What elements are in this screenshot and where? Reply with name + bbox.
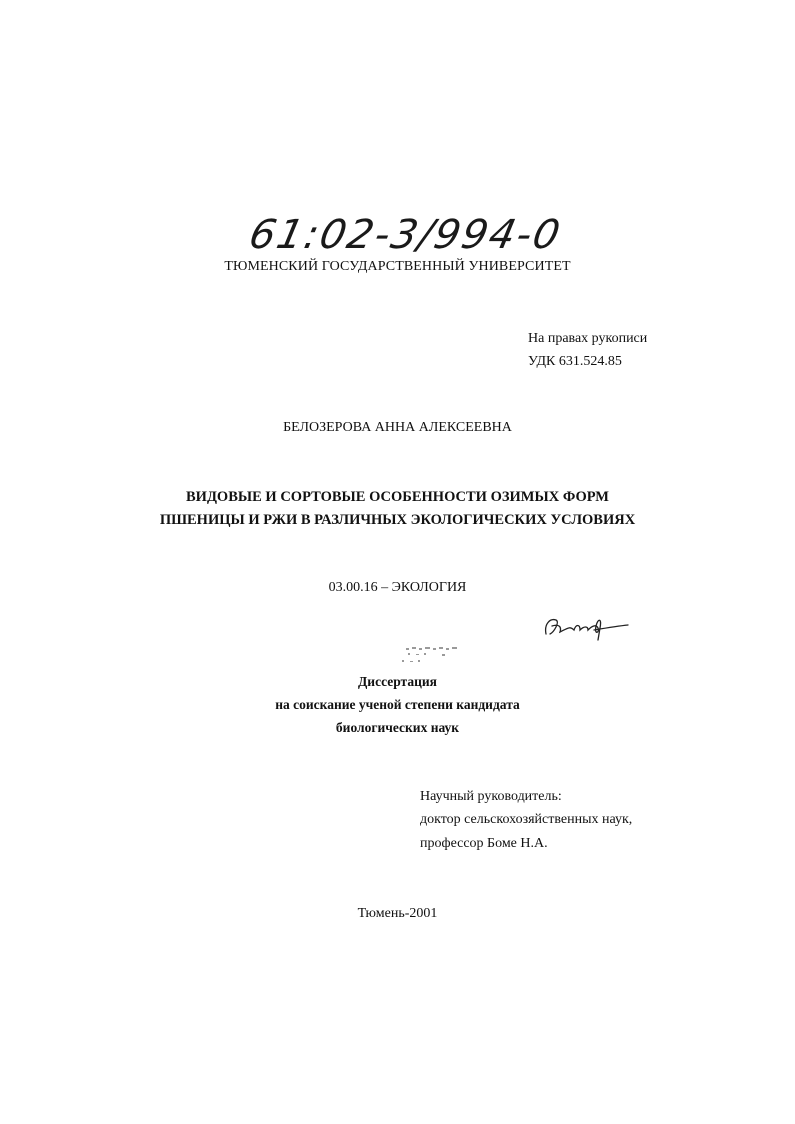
university-name: ТЮМЕНСКИЙ ГОСУДАРСТВЕННЫЙ УНИВЕРСИТЕТ [224,259,571,274]
city-year: Тюмень-2001 [357,906,438,921]
supervisor-name: профессор Боме Н.А. [420,836,548,851]
thesis-title-line-1: ВИДОВЫЕ И СОРТОВЫЕ ОСОБЕННОСТИ ОЗИМЫХ ФОРМ [186,489,609,505]
degree-line: на соискание ученой степени кандидата [275,697,520,712]
science-field: биологических наук [335,720,460,735]
dissertation-label: Диссертация [358,674,437,689]
manuscript-rights: На правах рукописи [528,331,648,346]
supervisor-label: Научный руководитель: [420,789,562,804]
handwritten-catalog-code: 61:02-3/994-0 [245,212,566,258]
supervisor-degree: доктор сельскохозяйственных наук, [420,812,633,827]
udc-code: УДК 631.524.85 [528,354,622,369]
specialty-code: 03.00.16 – ЭКОЛОГИЯ [328,580,467,595]
thesis-title-line-2: ПШЕНИЦЫ И РЖИ В РАЗЛИЧНЫХ ЭКОЛОГИЧЕСКИХ УСЛОВИЯХ [159,512,636,528]
author-signature [540,612,630,642]
stamp-mark [398,645,468,667]
author-name: БЕЛОЗЕРОВА АННА АЛЕКСЕЕВНА [283,420,512,435]
